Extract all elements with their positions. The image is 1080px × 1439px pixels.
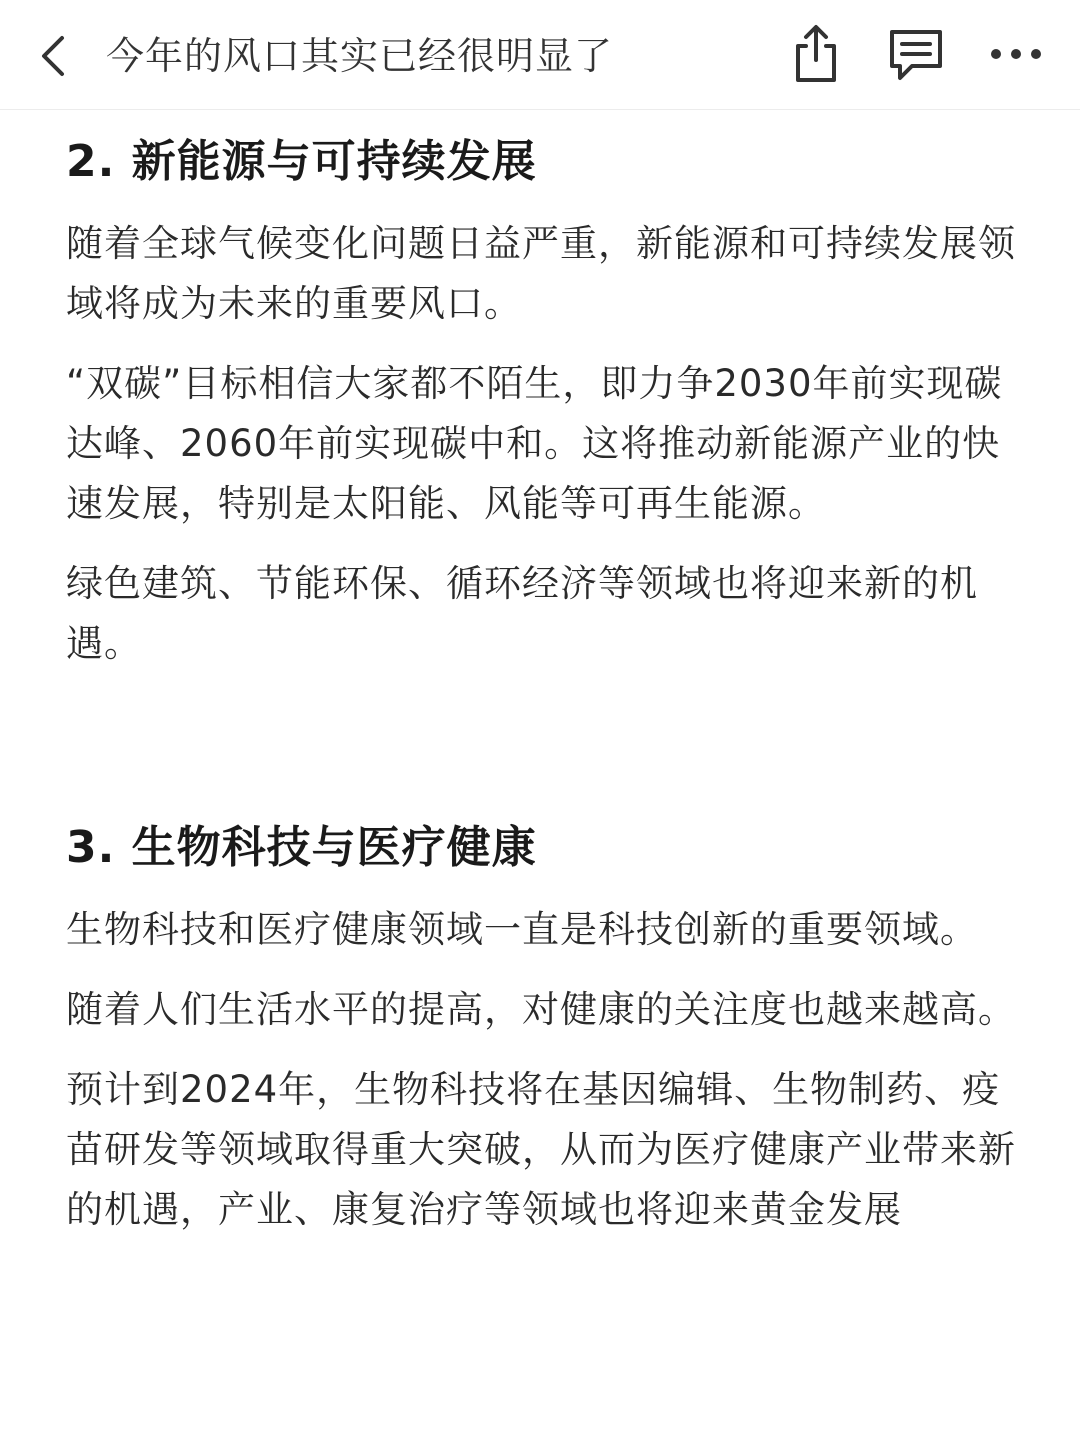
more-button[interactable] — [984, 22, 1048, 86]
paragraph: “双碳”目标相信大家都不陌生，即力争2030年前实现碳达峰、2060年前实现碳中和。这将推动新能源产业的快速发展，特别是太阳能、风能等可再生能源。 — [66, 362, 1003, 525]
more-icon — [988, 46, 1044, 62]
article-content — [66, 110, 1016, 1240]
paragraph: 随着全球气候变化问题日益严重，新能源和可持续发展领域将成为未来的重要风口。 — [66, 222, 1016, 325]
paragraph: 预计到2024年，生物科技将在基因编辑、生物制药、疫苗研发等领域取得重大突破，从而为医疗健康产业带来新的机遇，产业、康复治疗等领域也将迎来黄金发展 — [66, 1068, 1016, 1231]
section-heading: 2. 新能源与可持续发展 — [66, 136, 537, 187]
section-heading: 3. 生物科技与医疗健康 — [66, 822, 537, 873]
comment-button[interactable] — [884, 22, 948, 86]
paragraph: 绿色建筑、节能环保、循环经济等领域也将迎来新的机遇。 — [66, 562, 978, 665]
back-button[interactable] — [28, 28, 76, 84]
share-button[interactable] — [784, 22, 848, 86]
paragraph: 生物科技和医疗健康领域一直是科技创新的重要领域。 — [66, 908, 978, 951]
share-icon — [788, 22, 844, 86]
comment-icon — [886, 24, 946, 84]
chevron-left-icon — [36, 32, 68, 80]
top-nav-bar — [0, 0, 1080, 110]
page-title: 今年的风口其实已经很明显了 — [106, 34, 614, 78]
paragraph: 随着人们生活水平的提高，对健康的关注度也越来越高。 — [66, 988, 1016, 1031]
